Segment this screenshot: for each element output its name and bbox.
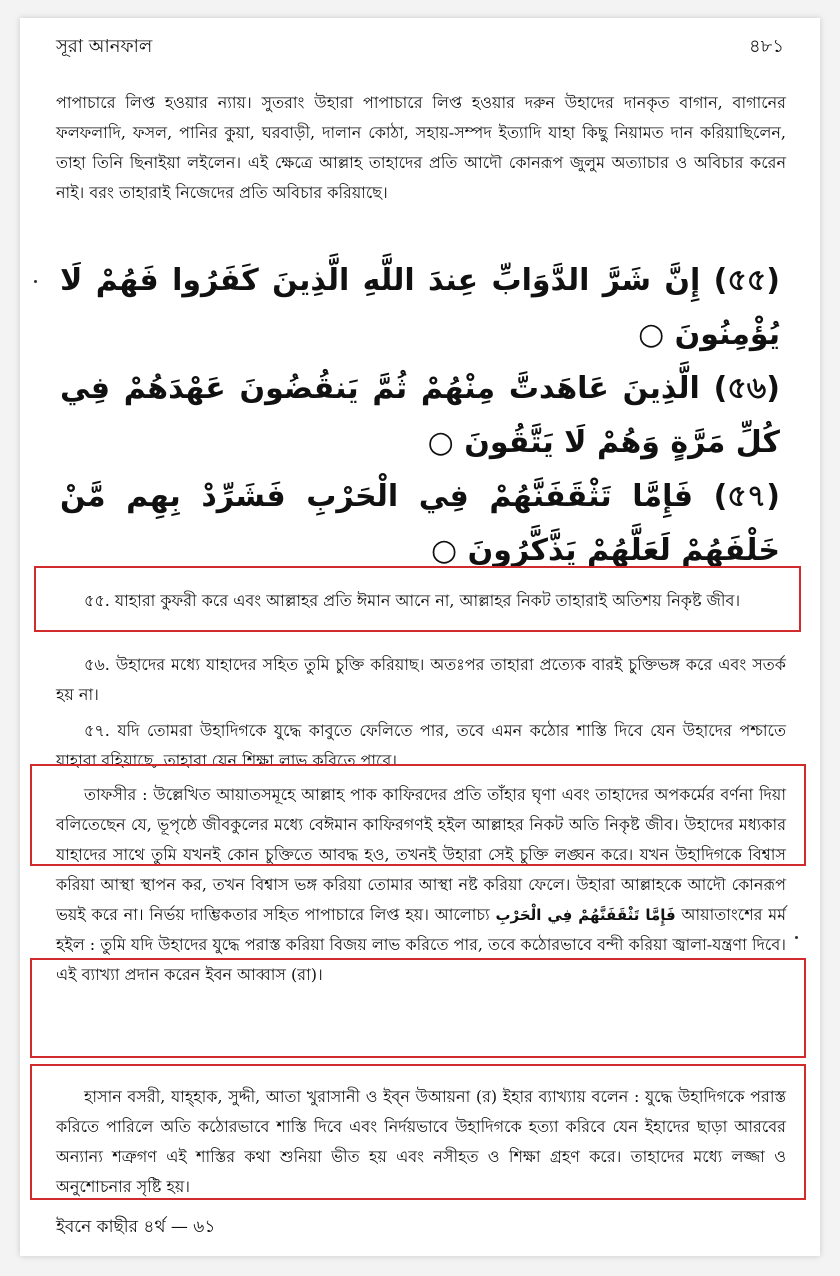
intro-paragraph: পাপাচারে লিপ্ত হওয়ার ন্যায়। সুতরাং উহারা পাপাচারে লিপ্ত হওয়ার দরুন উহাদের দানকৃত বাগান, বাগানের ফলফলাদি, ফসল, পানির কুয়া, ঘরবাড়ী, দালান কোঠা, সহায়-সম্পদ ইত্যাদি যাহা কিছু নিয়ামত দান করিয়াছিলেন, তাহা তিনি ছিনাইয়া লইলেন। এই ক্ষেত্রে আল্লাহ তাহাদের প্রতি আদৌ কোনরূপ জুলুম অত্যাচার ও অবিচার করেন নাই। বরং তাহারাই নিজেদের প্রতি অবিচার করিয়াছে। bbox=[56, 93, 786, 202]
tafsir-paragraph-2: হাসান বসরী, যাহ্হাক, সুদ্দী, আতা খুরাসানী ও ইব্ন উআয়না (র) ইহার ব্যাখ্যায় বলেন : যুদ্ধে উহাদিগকে পরাস্ত করিতে পারিলে অতি কঠোরভাবে শাস্তি দিবে এবং নির্দয়ভাবে উহাদিগকে হত্যা করিবে যেন ইহাদের ছাড়া আরবের অন্যান্য শত্রুগণ এই শাস্তির কথা শুনিয়া ভীত হয় এবং নসীহত ও শিক্ষা গ্রহণ করে। তাহাদের মধ্যে লজ্জা ও অনুশোচনার সৃষ্টি হয়। bbox=[56, 1087, 786, 1196]
translation-56: ৫৬. উহাদের মধ্যে যাহাদের সহিত তুমি চুক্তি করিয়াছ। অতঃপর তাহারা প্রত্যেক বারই চুক্তিভঙ্গ করে এবং সতর্ক হয় না। bbox=[56, 655, 786, 704]
arabic-verse-57: (৫৭) فَإِمَّا تَثْقَفَنَّهُمْ فِي الْحَرْبِ فَشَرِّدْ بِهِم مَّنْ خَلْفَهُمْ لَعَلَّهُمْ يَذَّكَّرُونَ ○ bbox=[60, 479, 780, 568]
arabic-verse-56: (৫৬) الَّذِينَ عَاهَدتَّ مِنْهُمْ ثُمَّ يَنقُضُونَ عَهْدَهُمْ فِي كُلِّ مَرَّةٍ وَهُمْ لَا يَتَّقُونَ ○ bbox=[60, 371, 780, 460]
page-footer: ইবনে কাছীর ৪র্থ — ৬১ bbox=[56, 1217, 216, 1237]
margin-dot bbox=[34, 280, 37, 283]
translation-57: ৫৭. যদি তোমরা উহাদিগকে যুদ্ধে কাবুতে ফেলিতে পার, তবে এমন কঠোর শাস্তি দিবে যেন উহাদের পশ্চাতে যাহারা রহিয়াছে, তাহারা যেন শিক্ষা লাভ করিতে পারে। bbox=[56, 721, 786, 770]
translation-55: ৫৫. যাহারা কুফরী করে এবং আল্লাহর প্রতি ঈমান আনে না, আল্লাহর নিকট তাহারাই অতিশয় নিকৃষ্ট জীব। bbox=[84, 591, 741, 610]
book-page bbox=[20, 18, 820, 1256]
tafsir-paragraph-1 bbox=[56, 780, 786, 990]
arabic-verse-55: (৫৫) إِنَّ شَرَّ الدَّوَابِّ عِندَ اللَّهِ الَّذِينَ كَفَرُوا فَهُمْ لَا يُؤْمِنُونَ ○ bbox=[60, 263, 780, 352]
tafsir-text-tail: আয়াতাংশের মর্ম হইল : তুমি যদি উহাদের যুদ্ধে পরাস্ত করিয়া বিজয় লাভ করিতে পার, তবে কঠোরভাবে বন্দী করিয়া জ্বালা-যন্ত্রণা দিবে। এই ব্যাখ্যা প্রদান করেন ইবন আব্বাস (রা)। bbox=[56, 905, 787, 984]
page-header bbox=[56, 32, 784, 60]
page-number: ৪৮১ bbox=[748, 36, 784, 57]
surah-title: সূরা আনফাল bbox=[56, 36, 153, 57]
tafsir-text: তাফসীর : উল্লেখিত আয়াতসমূহে আল্লাহ পাক কাফিরদের প্রতি তাঁহার ঘৃণা এবং তাহাদের অপকর্মের বর্ণনা দিয়া বলিতেছেন যে, ভূপৃষ্ঠে জীবকুলের মধ্যে বেঈমান কাফিরগণই হইল আল্লাহর নিকট অতি নিকৃষ্ট জীব। উহাদের মধ্যকার যাহাদের সাথে তুমি যখনই কোন চুক্তিতে আবদ্ধ হও, তখনই উহারা সেই চুক্তি লঙ্ঘন করে। যখন উহাদিগকে বিশ্বাস করিয়া আস্থা স্থাপন কর, তখন বিশ্বাস ভঙ্গ করিয়া তোমার আস্থা নষ্ট করিয়া ফেলে। উহারা আল্লাহকে আদৌ কোনরূপ ভয়ই করে না। নির্ভয় দাম্ভিকতার সহিত পাপাচারে লিপ্ত হয়। আলোচ্য bbox=[56, 785, 786, 924]
inline-arabic-phrase: فَإِمَّا تَثْقَفَنَّهُمْ فِي الْحَرْبِ bbox=[495, 906, 676, 924]
margin-dot bbox=[795, 936, 798, 939]
